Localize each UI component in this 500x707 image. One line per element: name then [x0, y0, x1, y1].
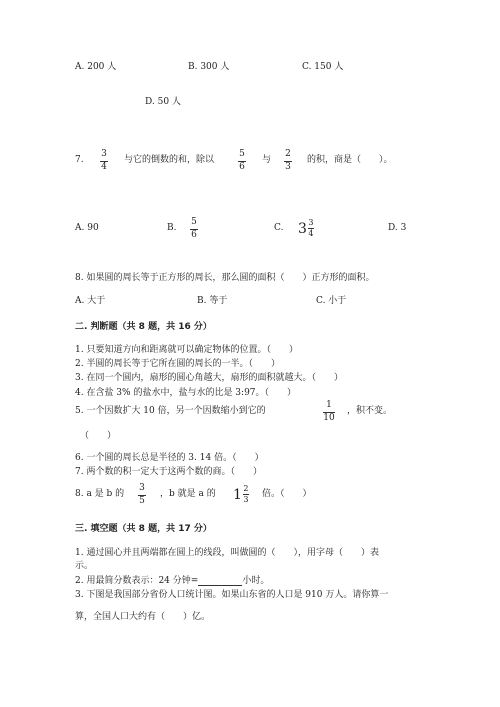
q7-fraction-2-numerator: 5	[239, 149, 245, 159]
q7-fraction-3-denominator: 3	[285, 162, 291, 172]
judge-item-8-numerator: 3	[139, 483, 145, 493]
q7-fraction-1	[100, 150, 108, 172]
judge-item-8-fraction	[138, 484, 146, 506]
judge-item-3: 3. 在同一个圆内，扇形的圆心角越大，扇形的面积就越大。（ ）	[75, 373, 343, 383]
fill-item-2-part-2: 小时。	[242, 576, 270, 586]
judge-item-5-denominator: 10	[323, 413, 335, 423]
judge-item-8-part-2: ，b 就是 a 的	[160, 489, 216, 499]
q7-text-1: 与它的倒数的和，除以	[124, 155, 215, 165]
q8-question: 8. 如果圆的周长等于正方形的周长，那么圆的面积（ ）正方形的面积。	[75, 273, 375, 283]
q7-fraction-3-numerator: 2	[285, 149, 291, 159]
judge-item-1: 1. 只要知道方向和距离就可以确定物体的位置。（ ）	[75, 345, 298, 355]
q7-option-c-fraction	[308, 219, 314, 238]
judge-item-5-part-2: ，积不变。	[347, 406, 393, 416]
judge-item-4: 4. 在含盐 3% 的盐水中，盐与水的比是 3:97。（ ）	[75, 388, 297, 398]
q6-option-d: D. 50 人	[145, 97, 181, 107]
judge-item-8-denominator: 5	[139, 496, 145, 506]
q7-number: 7.	[75, 155, 84, 165]
q7-option-b-fraction	[190, 218, 198, 240]
q7-text-3: 的积，商是（ ）。	[307, 155, 393, 165]
fill-item-3-continued: 算，全国人口大约有（ ）亿。	[75, 612, 211, 622]
judge-item-6: 6. 一个圆的周长总是半径的 3. 14 倍。（ ）	[75, 453, 264, 463]
q7-fraction-2	[238, 150, 246, 172]
judge-item-8-mixed-number	[233, 485, 249, 504]
q7-option-c: C.	[274, 223, 284, 233]
fill-item-1-continued: 示。	[75, 561, 94, 571]
judge-item-8-mixed-fraction	[243, 485, 249, 504]
fill-item-2-blank	[198, 577, 242, 586]
q6-option-a: A. 200 人	[75, 62, 117, 72]
q7-fraction-1-numerator: 3	[101, 149, 107, 159]
q8-option-a: A. 大于	[75, 296, 106, 306]
judge-item-5-answer: （ ）	[80, 431, 117, 441]
judge-item-8-mixed-denominator: 3	[243, 495, 249, 504]
q7-fraction-3	[284, 150, 292, 172]
section-2-heading: 二. 判断题（共 8 题，共 16 分）	[75, 322, 212, 332]
judge-item-8-part-1: 8. a 是 b 的	[75, 489, 125, 499]
judge-item-8-part-3: 倍。（ ）	[262, 489, 312, 499]
q7-fraction-1-denominator: 4	[101, 162, 107, 172]
judge-item-5-fraction	[323, 401, 335, 423]
q6-option-b: B. 300 人	[188, 62, 230, 72]
q7-option-c-whole: 3	[298, 220, 307, 237]
fill-item-1: 1. 通过圆心并且两端都在圆上的线段，叫做圆的（ ），用字母（ ）表	[75, 548, 379, 558]
fill-item-3: 3. 下图是我国部分省份人口统计图。如果山东省的人口是 910 万人。请你算一	[75, 590, 389, 600]
q7-option-a: A. 90	[75, 223, 99, 233]
q7-option-d: D. 3	[388, 223, 407, 233]
q7-option-c-denominator: 4	[308, 229, 314, 238]
q7-option-b-numerator: 5	[191, 217, 197, 227]
q7-option-b: B.	[167, 223, 177, 233]
section-3-heading: 三. 填空题（共 8 题，共 17 分）	[75, 524, 212, 534]
q8-option-b: B. 等于	[197, 296, 228, 306]
q7-text-2: 与	[262, 155, 272, 165]
judge-item-2: 2. 半圆的周长等于它所在圆的周长的一半。（ ）	[75, 359, 280, 369]
judge-item-8-mixed-numerator: 2	[243, 484, 249, 493]
judge-item-5-numerator: 1	[326, 400, 332, 410]
fill-item-2-part-1: 2. 用最简分数表示：24 分钟=	[75, 576, 199, 586]
fill-item-2	[75, 577, 269, 586]
q7-option-c-numerator: 3	[308, 218, 314, 227]
judge-item-5-part-1: 5. 一个因数扩大 10 倍，另一个因数缩小到它的	[75, 406, 266, 416]
judge-item-7: 7. 两个数的积一定大于这两个数的商。（ ）	[75, 467, 262, 477]
q6-option-c: C. 150 人	[302, 62, 344, 72]
q7-option-b-denominator: 6	[191, 230, 197, 240]
judge-item-8-whole: 1	[233, 486, 242, 503]
q8-option-c: C. 小于	[316, 296, 347, 306]
q7-fraction-2-denominator: 6	[239, 162, 245, 172]
q7-option-c-mixed-number	[298, 219, 314, 238]
